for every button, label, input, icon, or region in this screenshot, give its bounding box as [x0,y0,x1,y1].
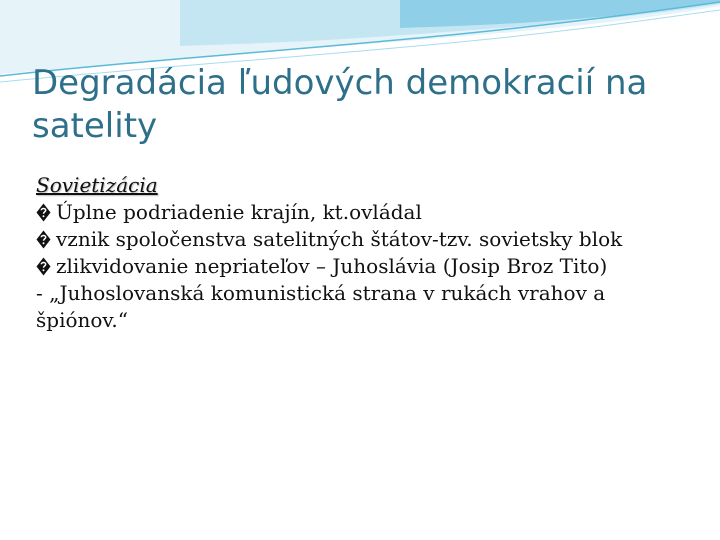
slide-body [36,172,686,334]
bullet-text: vznik spoločenstva satelitných štátov-tzv. sovietsky blok [56,227,623,251]
slide-title: Degradácia ľudových demokracií na satelity [32,63,648,146]
bullet-item [36,226,686,253]
bullet-text: Úplne podriadenie krajín, kt.ovládal [56,200,422,224]
bullet-item [36,253,686,280]
bullet-text: zlikvidovanie nepriateľov – Juhoslávia (Josip Broz Tito) [56,254,608,278]
bullet-item [36,199,686,226]
closing-line: - „Juhoslovanská komunistická strana v rukách vrahov a špiónov.“ [36,281,606,332]
subheading: Sovietizácia [36,173,158,197]
unknown-glyph-icon [36,257,51,276]
unknown-glyph-icon [36,203,51,222]
unknown-glyph-icon [36,230,51,249]
